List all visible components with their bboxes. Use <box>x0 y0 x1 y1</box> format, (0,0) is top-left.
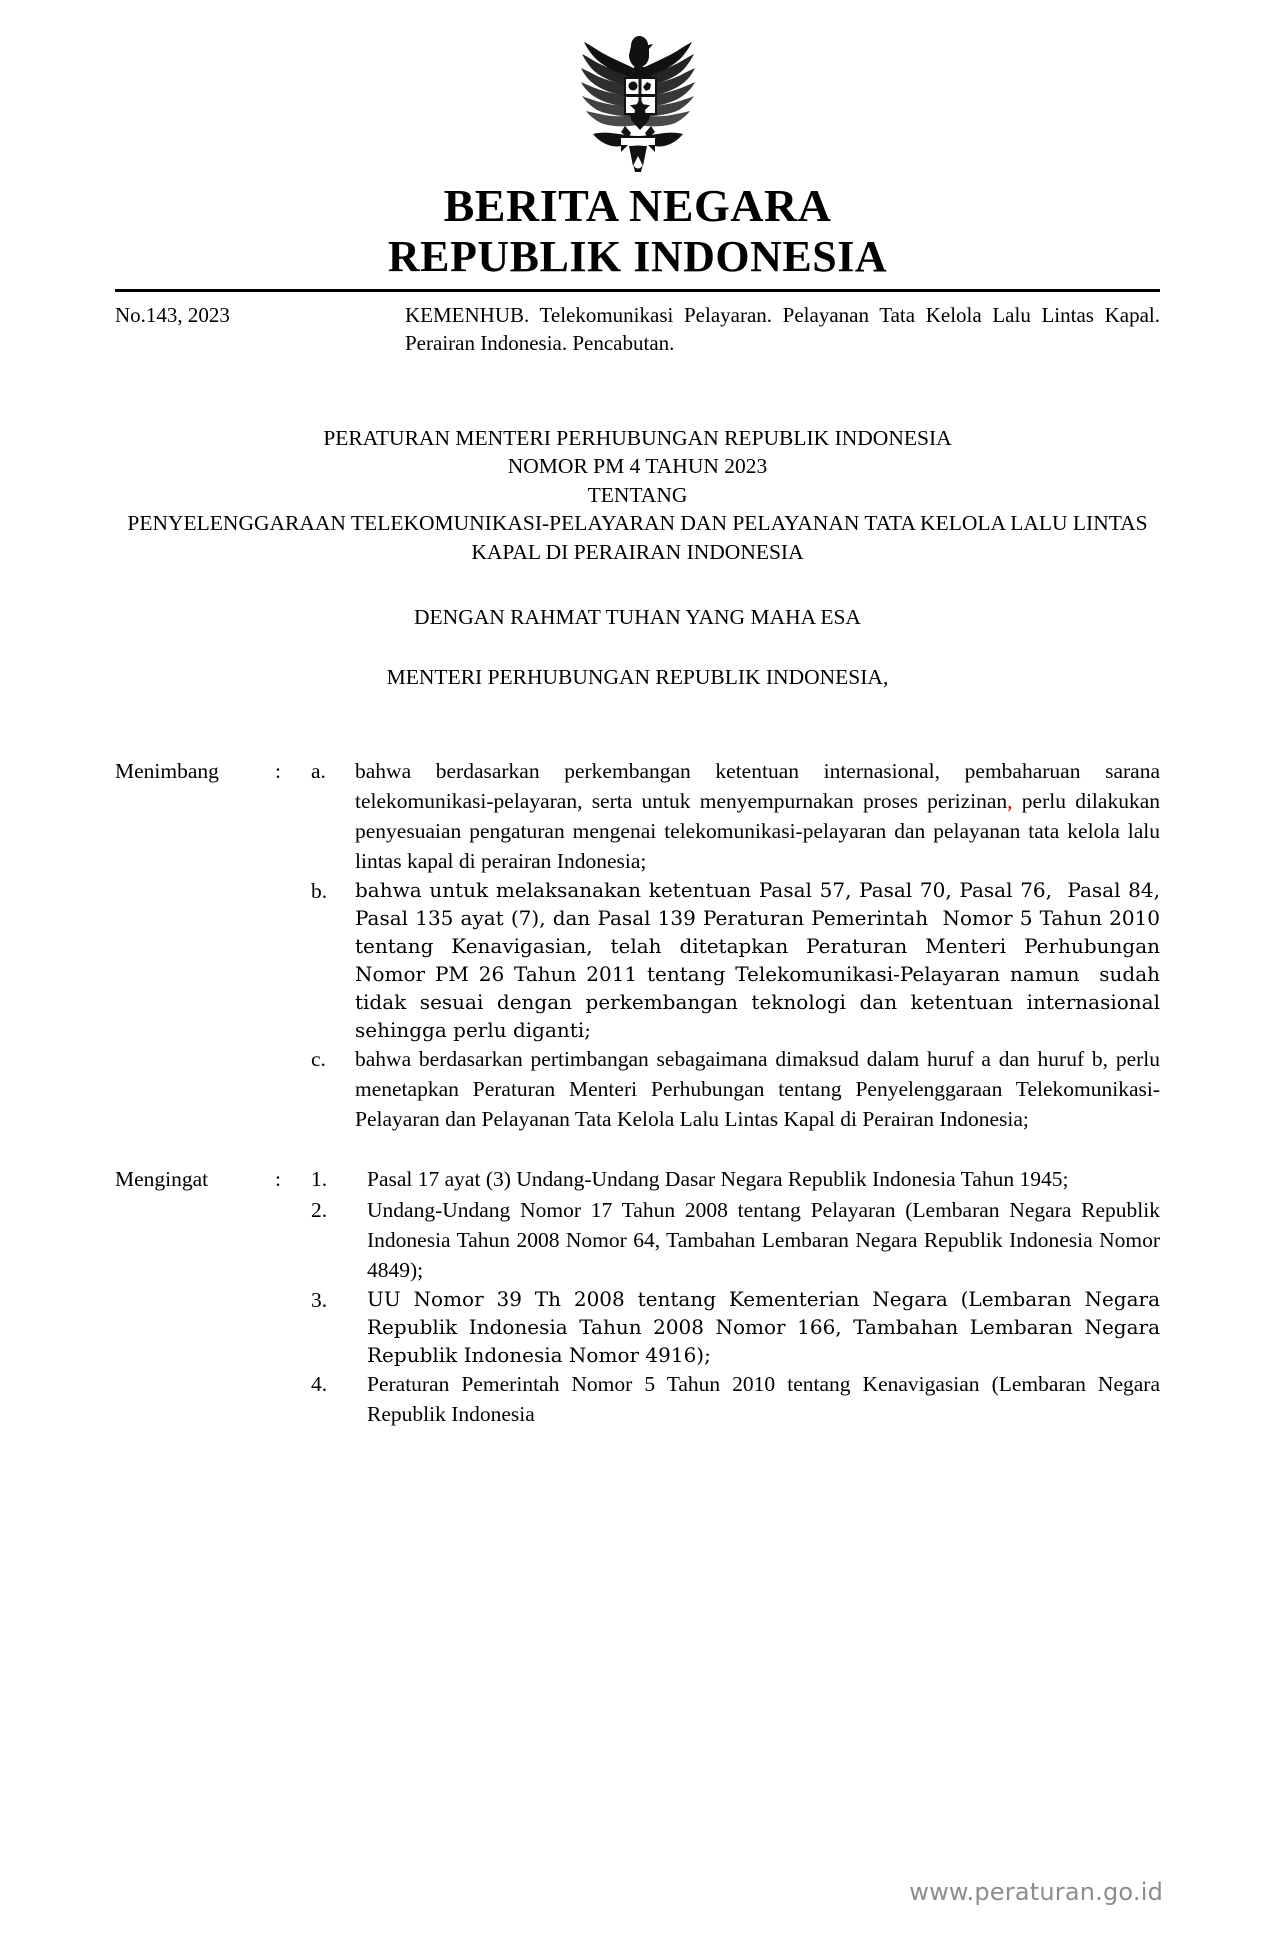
mengingat-marker-1: 1. <box>311 1167 328 1192</box>
mengingat-text-4: Peraturan Pemerintah Nomor 5 Tahun 2010 tentang Kenavigasian (Lembaran Negara Republik Indonesia <box>367 1371 1166 1426</box>
mengingat-marker-4: 4. <box>311 1371 328 1396</box>
minister-line: MENTERI PERHUBUNGAN REPUBLIK INDONESIA, <box>386 665 889 690</box>
menimbang-label: Menimbang <box>115 758 219 783</box>
mengingat-section <box>115 1164 1167 1429</box>
menimbang-text-a-red-comma: , <box>1007 788 1013 813</box>
menimbang-text-a-after: perlu dilakukan penyesuaian pengaturan mengenai telekomunikasi-pelayaran dan pelayanan tata kelola lalu lintas kapal di perairan Indonesia; <box>355 788 1166 874</box>
mengingat-text-2: Undang-Undang Nomor 17 Tahun 2008 tentang Pelayaran (Lembaran Negara Republik Indonesia Tahun 2008 Nomor 64, Tambahan Lembaran Negara Republik Indonesia Nomor 4849); <box>367 1197 1166 1282</box>
blessing-line: DENGAN RAHMAT TUHAN YANG MAHA ESA <box>414 604 861 629</box>
masthead-divider <box>115 289 1160 292</box>
mengingat-marker-2: 2. <box>311 1197 328 1222</box>
menimbang-item-c <box>311 1044 1166 1134</box>
mengingat-items <box>311 1164 1167 1429</box>
title-line-2: NOMOR PM 4 TAHUN 2023 <box>507 454 768 479</box>
mengingat-text-3: UU Nomor 39 Th 2008 tentang Kementerian Negara (Lembaran Negara Republik Indonesia Tahun 2008 Nomor 166, Tambahan Lembaran Negara Republik Indonesia Nomor 4916); <box>367 1286 1167 1367</box>
masthead <box>0 0 1275 281</box>
menimbang-marker-c: c. <box>311 1047 326 1072</box>
menimbang-text-a <box>355 756 1166 876</box>
mengingat-colon: : <box>275 1167 281 1192</box>
garuda-pancasila-emblem <box>563 34 713 174</box>
title-line-4: PENYELENGGARAAN TELEKOMUNIKASI-PELAYARAN DAN PELAYANAN TATA KELOLA LALU LINTAS KAPAL DI PERAIRAN INDONESIA <box>127 511 1153 564</box>
footer-watermark: www.peraturan.go.id <box>909 1878 1163 1906</box>
menimbang-text-a-before: bahwa berdasarkan perkembangan ketentuan internasional, pembaharuan sarana telekomunikasi-pelayaran, serta untuk menyempurnakan proses perizinan <box>355 758 1166 813</box>
title-line-1: PERATURAN MENTERI PERHUBUNGAN REPUBLIK INDONESIA <box>323 425 952 450</box>
menimbang-item-b <box>311 876 1167 1044</box>
menimbang-marker-a: a. <box>311 758 326 783</box>
document-number: No.143, 2023 <box>115 302 230 327</box>
document-subject: KEMENHUB. Telekomunikasi Pelayaran. Pelayanan Tata Kelola Lalu Lintas Kapal. Perairan Indonesia. Pencabutan. <box>405 302 1160 355</box>
mengingat-item-3 <box>311 1285 1167 1369</box>
menimbang-text-b: bahwa untuk melaksanakan ketentuan Pasal 57, Pasal 70, Pasal 76, Pasal 84, Pasal 135 ayat (7), dan Pasal 139 Peraturan Pemerintah Nomor 5 Tahun 2010 tentang Kenavigasian, telah ditetapkan Peraturan Menteri Perhubungan Nomor PM 26 Tahun 2011 tentang Telekomunikasi-Pelayaran namun sudah tidak sesuai dengan perkembangan teknologi dan ketentuan internasional sehingga perlu diganti; <box>355 878 1167 1043</box>
menimbang-marker-b: b. <box>311 879 328 904</box>
mengingat-text-1: Pasal 17 ayat (3) Undang-Undang Dasar Negara Republik Indonesia Tahun 1945; <box>367 1167 1069 1192</box>
mengingat-label: Mengingat <box>115 1167 209 1192</box>
doc-header <box>115 302 1160 358</box>
menimbang-items <box>311 756 1167 1135</box>
mengingat-item-2 <box>311 1195 1166 1285</box>
mengingat-item-4 <box>311 1369 1166 1429</box>
menimbang-text-c: bahwa berdasarkan pertimbangan sebagaimana dimaksud dalam huruf a dan huruf b, perlu menetapkan Peraturan Menteri Perhubungan tentang Penyelenggaraan Telekomunikasi-Pelayaran dan Pelayanan Tata Kelola Lalu Lintas Kapal di Perairan Indonesia; <box>355 1047 1166 1132</box>
masthead-line-1: BERITA NEGARA <box>443 180 832 231</box>
title-line-3: TENTANG <box>587 482 688 507</box>
mengingat-item-1 <box>311 1164 1160 1194</box>
regulation-title <box>110 424 1165 567</box>
menimbang-section <box>115 756 1167 1135</box>
mengingat-marker-3: 3. <box>311 1287 328 1312</box>
masthead-line-2: REPUBLIK INDONESIA <box>387 231 888 281</box>
menimbang-item-a <box>311 756 1166 876</box>
menimbang-colon: : <box>275 758 281 783</box>
